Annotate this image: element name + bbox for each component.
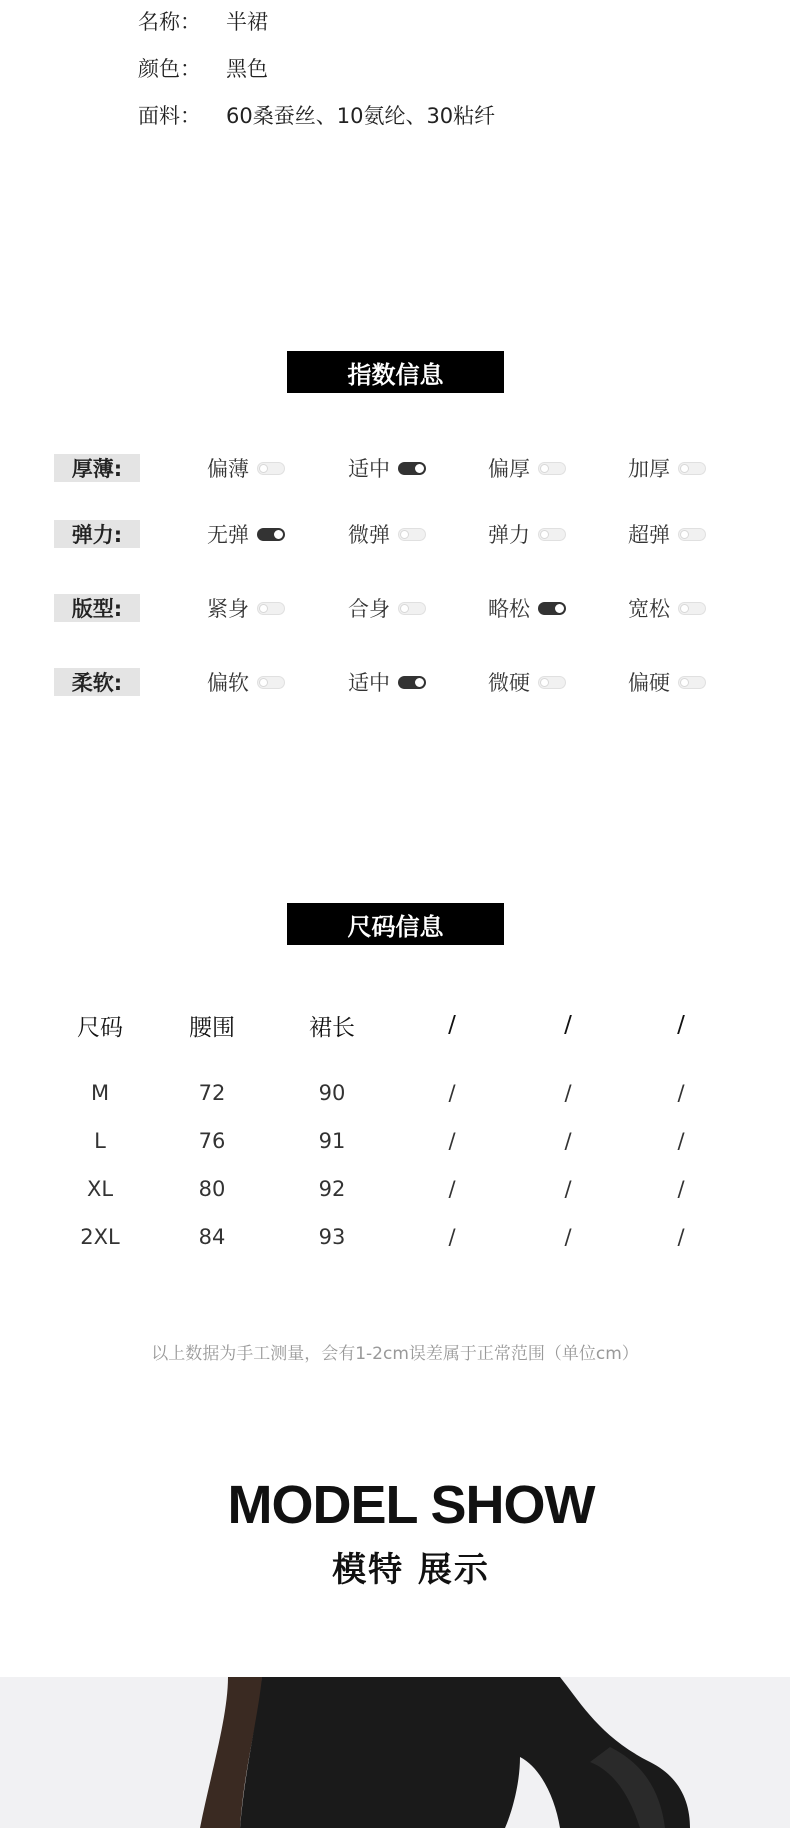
table-cell: /: [677, 1177, 685, 1201]
table-cell: 84: [198, 1225, 226, 1249]
index-option: [207, 668, 285, 696]
toggle-knob: [400, 530, 409, 539]
table-cell: /: [448, 1129, 456, 1153]
toggle-off-icon: [257, 676, 285, 689]
size-table: [46, 1003, 736, 1261]
table-cell: XL: [86, 1177, 114, 1201]
index-option: [207, 520, 285, 548]
table-row: [46, 1213, 736, 1261]
index-option-label: 无弹: [207, 523, 249, 547]
info-key: 颜色：: [138, 57, 201, 81]
toggle-knob: [540, 530, 549, 539]
toggle-off-icon: [678, 602, 706, 615]
table-cell: /: [448, 1081, 456, 1105]
index-option-label: 超弹: [628, 523, 670, 547]
table-cell: 72: [198, 1081, 226, 1105]
index-label: 版型:: [54, 594, 140, 622]
toggle-off-icon: [678, 462, 706, 475]
toggle-knob: [680, 530, 689, 539]
info-key: 面料：: [138, 104, 201, 128]
index-option-label: 偏厚: [488, 457, 530, 481]
toggle-knob: [259, 464, 268, 473]
toggle-off-icon: [538, 528, 566, 541]
size-table-header: 尺码: [77, 1014, 123, 1041]
size-table-header: /: [448, 1012, 456, 1038]
table-cell: 80: [198, 1177, 226, 1201]
index-option-label: 适中: [348, 457, 390, 481]
table-cell: /: [448, 1177, 456, 1201]
index-option-label: 弹力: [488, 523, 530, 547]
index-label: 厚薄:: [54, 454, 140, 482]
index-section-title: 指数信息: [287, 351, 504, 393]
toggle-knob: [555, 604, 564, 613]
toggle-off-icon: [678, 676, 706, 689]
toggle-knob: [680, 678, 689, 687]
size-table-spacer: [46, 1047, 736, 1069]
size-section-title: 尺码信息: [287, 903, 504, 945]
toggle-on-icon: [398, 676, 426, 689]
table-row: [46, 1069, 736, 1117]
index-option-label: 微弹: [348, 523, 390, 547]
toggle-knob: [680, 464, 689, 473]
table-cell: 92: [318, 1177, 346, 1201]
toggle-on-icon: [538, 602, 566, 615]
info-row-color: [138, 53, 268, 83]
table-cell: /: [677, 1225, 685, 1249]
toggle-off-icon: [257, 462, 285, 475]
size-table-header: /: [564, 1012, 572, 1038]
toggle-off-icon: [398, 602, 426, 615]
table-cell: 76: [198, 1129, 226, 1153]
table-cell: L: [94, 1129, 106, 1153]
model-photo: [0, 1677, 790, 1828]
index-option-label: 偏硬: [628, 671, 670, 695]
table-cell: /: [564, 1225, 572, 1249]
toggle-knob: [680, 604, 689, 613]
index-option-label: 偏薄: [207, 457, 249, 481]
table-row: [46, 1165, 736, 1213]
toggle-off-icon: [538, 676, 566, 689]
index-option-label: 微硬: [488, 671, 530, 695]
table-cell: 91: [318, 1129, 346, 1153]
toggle-off-icon: [678, 528, 706, 541]
index-option-label: 紧身: [207, 597, 249, 621]
toggle-off-icon: [257, 602, 285, 615]
index-option-label: 适中: [348, 671, 390, 695]
info-value: 半裙: [226, 10, 268, 34]
index-option-label: 加厚: [628, 457, 670, 481]
index-option: [348, 454, 426, 482]
table-cell: M: [90, 1081, 110, 1105]
info-value: 黑色: [226, 57, 268, 81]
model-show-title-en: MODEL SHOW: [227, 1475, 595, 1535]
measurement-note: 以上数据为手工测量，会有1-2cm误差属于正常范围（单位cm）: [151, 1344, 639, 1364]
index-label: 弹力:: [54, 520, 140, 548]
toggle-knob: [400, 604, 409, 613]
toggle-knob: [415, 678, 424, 687]
index-option: [348, 668, 426, 696]
table-cell: /: [564, 1081, 572, 1105]
model-show-title-cn: 模特 展示: [332, 1550, 490, 1590]
index-option: [628, 520, 706, 548]
info-value: 60桑蚕丝、10氨纶、30粘纤: [226, 104, 496, 128]
index-option: [207, 594, 285, 622]
index-option: [488, 668, 566, 696]
toggle-off-icon: [538, 462, 566, 475]
table-cell: /: [677, 1129, 685, 1153]
table-cell: /: [448, 1225, 456, 1249]
index-option-label: 宽松: [628, 597, 670, 621]
toggle-knob: [540, 678, 549, 687]
index-option: [488, 594, 566, 622]
index-option: [348, 594, 426, 622]
table-cell: 2XL: [80, 1225, 120, 1249]
index-option: [488, 520, 566, 548]
toggle-on-icon: [398, 462, 426, 475]
index-option: [207, 454, 285, 482]
table-row: [46, 1117, 736, 1165]
index-option-label: 偏软: [207, 671, 249, 695]
info-row-fabric: [138, 100, 495, 130]
table-cell: 93: [318, 1225, 346, 1249]
info-key: 名称：: [138, 10, 201, 34]
toggle-knob: [259, 604, 268, 613]
toggle-knob: [540, 464, 549, 473]
index-option: [628, 454, 706, 482]
index-option-label: 略松: [488, 597, 530, 621]
size-table-spacer-cell: [46, 1047, 736, 1069]
model-photo-illustration: [0, 1677, 790, 1828]
index-option: [628, 594, 706, 622]
index-option: [628, 668, 706, 696]
table-cell: 90: [318, 1081, 346, 1105]
size-table-header: 腰围: [189, 1014, 235, 1041]
toggle-off-icon: [398, 528, 426, 541]
toggle-knob: [415, 464, 424, 473]
info-row-name: [138, 6, 268, 36]
toggle-knob: [274, 530, 283, 539]
index-label: 柔软:: [54, 668, 140, 696]
table-cell: /: [677, 1081, 685, 1105]
table-cell: /: [564, 1177, 572, 1201]
table-cell: /: [564, 1129, 572, 1153]
size-table-header: 裙长: [309, 1014, 355, 1041]
index-option-label: 合身: [348, 597, 390, 621]
toggle-on-icon: [257, 528, 285, 541]
size-table-header: /: [677, 1012, 685, 1038]
index-option: [348, 520, 426, 548]
index-option: [488, 454, 566, 482]
size-table-header-row: [46, 1003, 736, 1047]
toggle-knob: [259, 678, 268, 687]
